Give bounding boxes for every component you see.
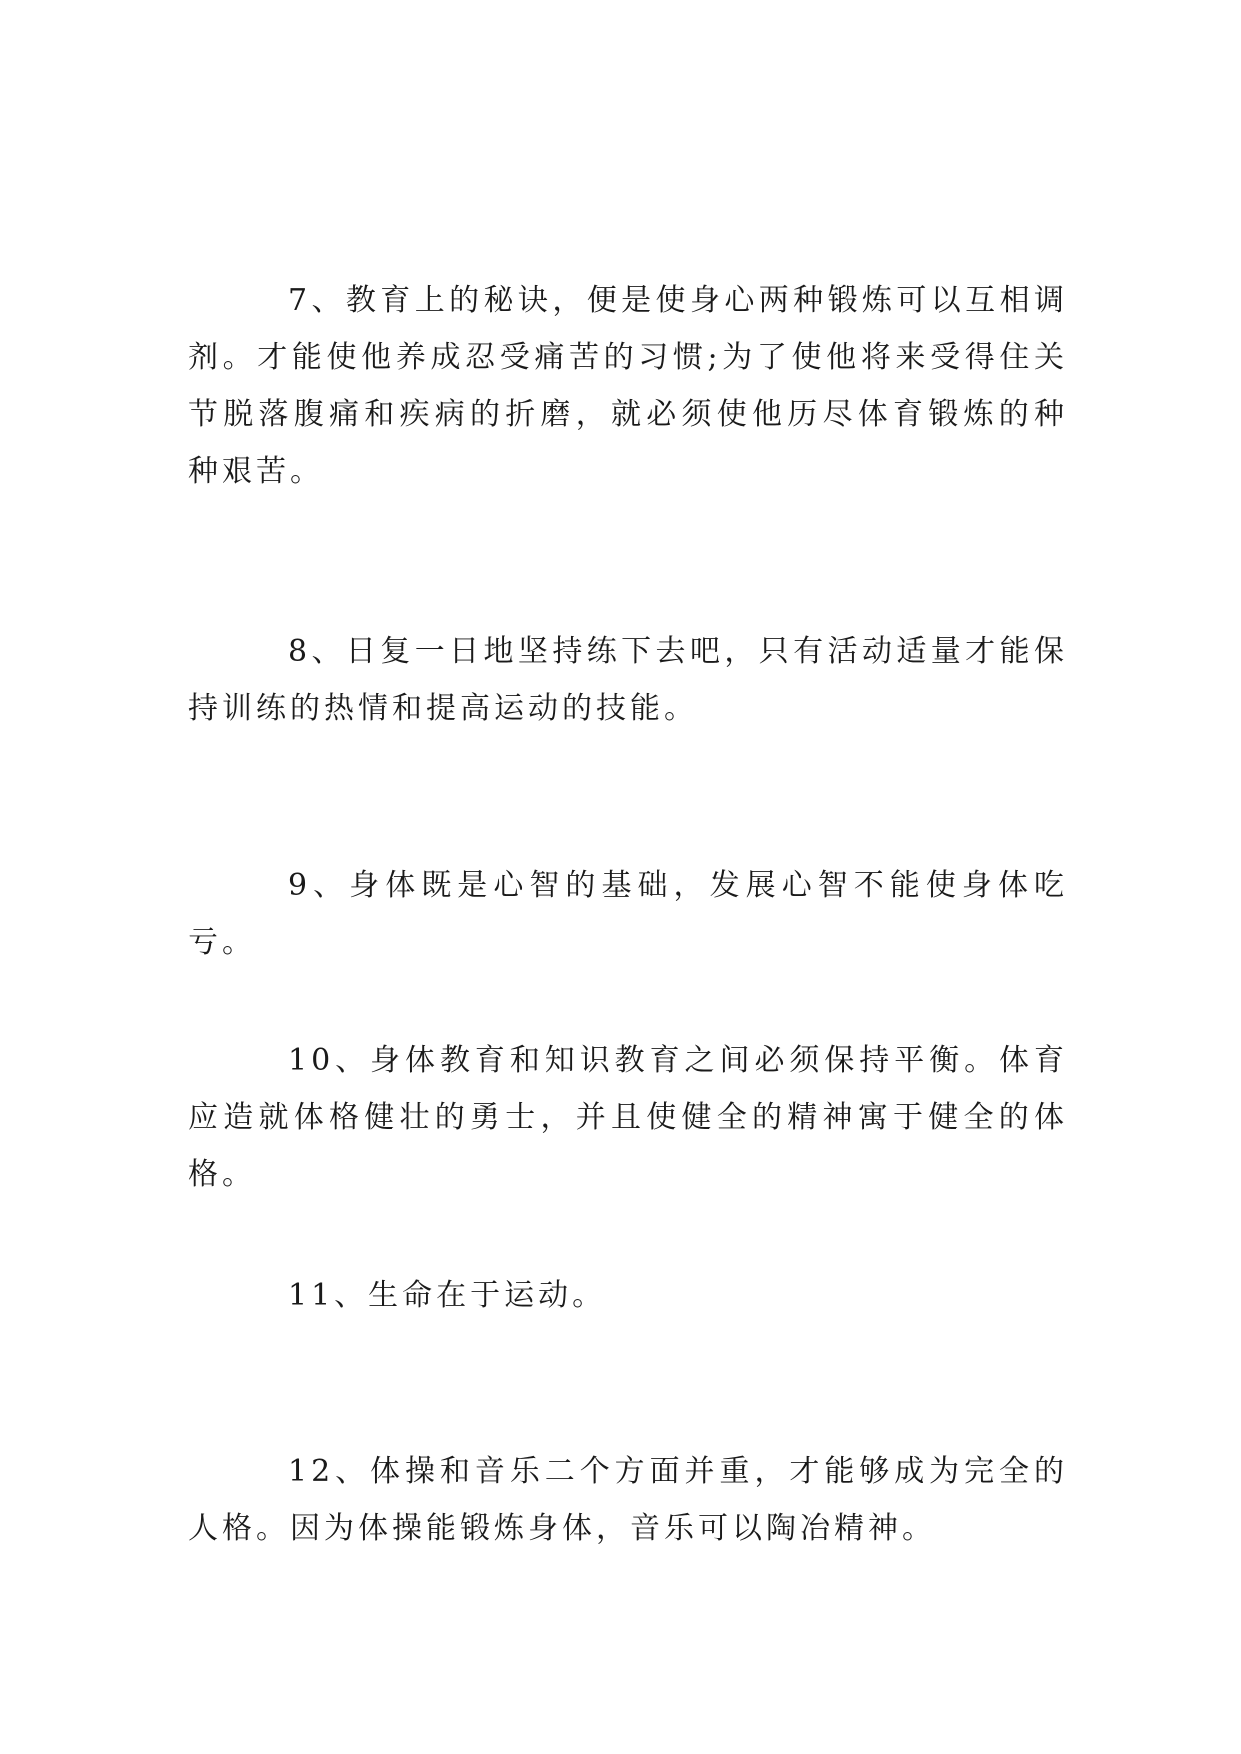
- paragraph-11: 11、生命在于运动。: [288, 1278, 607, 1313]
- paragraph-7: 7、教育上的秘诀，便是使身心两种锻炼可以互相调剂。才能使他养成忍受痛苦的习惯;为了使他将来受得住关节脱落腹痛和疾病的折磨，就必须使他历尽体育锻炼的种种艰苦。: [188, 283, 1068, 489]
- paragraph-10: 10、身体教育和知识教育之间必须保持平衡。体育应造就体格健壮的勇士，并且使健全的精神寓于健全的体格。: [188, 1043, 1068, 1192]
- paragraph-9: 9、身体既是心智的基础，发展心智不能使身体吃亏。: [188, 868, 1068, 960]
- paragraph-8: 8、日复一日地坚持练下去吧，只有活动适量才能保持训练的热情和提高运动的技能。: [188, 634, 1068, 726]
- paragraph-12: 12、体操和音乐二个方面并重，才能够成为完全的人格。因为体操能锻炼身体，音乐可以陶冶精神。: [188, 1454, 1068, 1546]
